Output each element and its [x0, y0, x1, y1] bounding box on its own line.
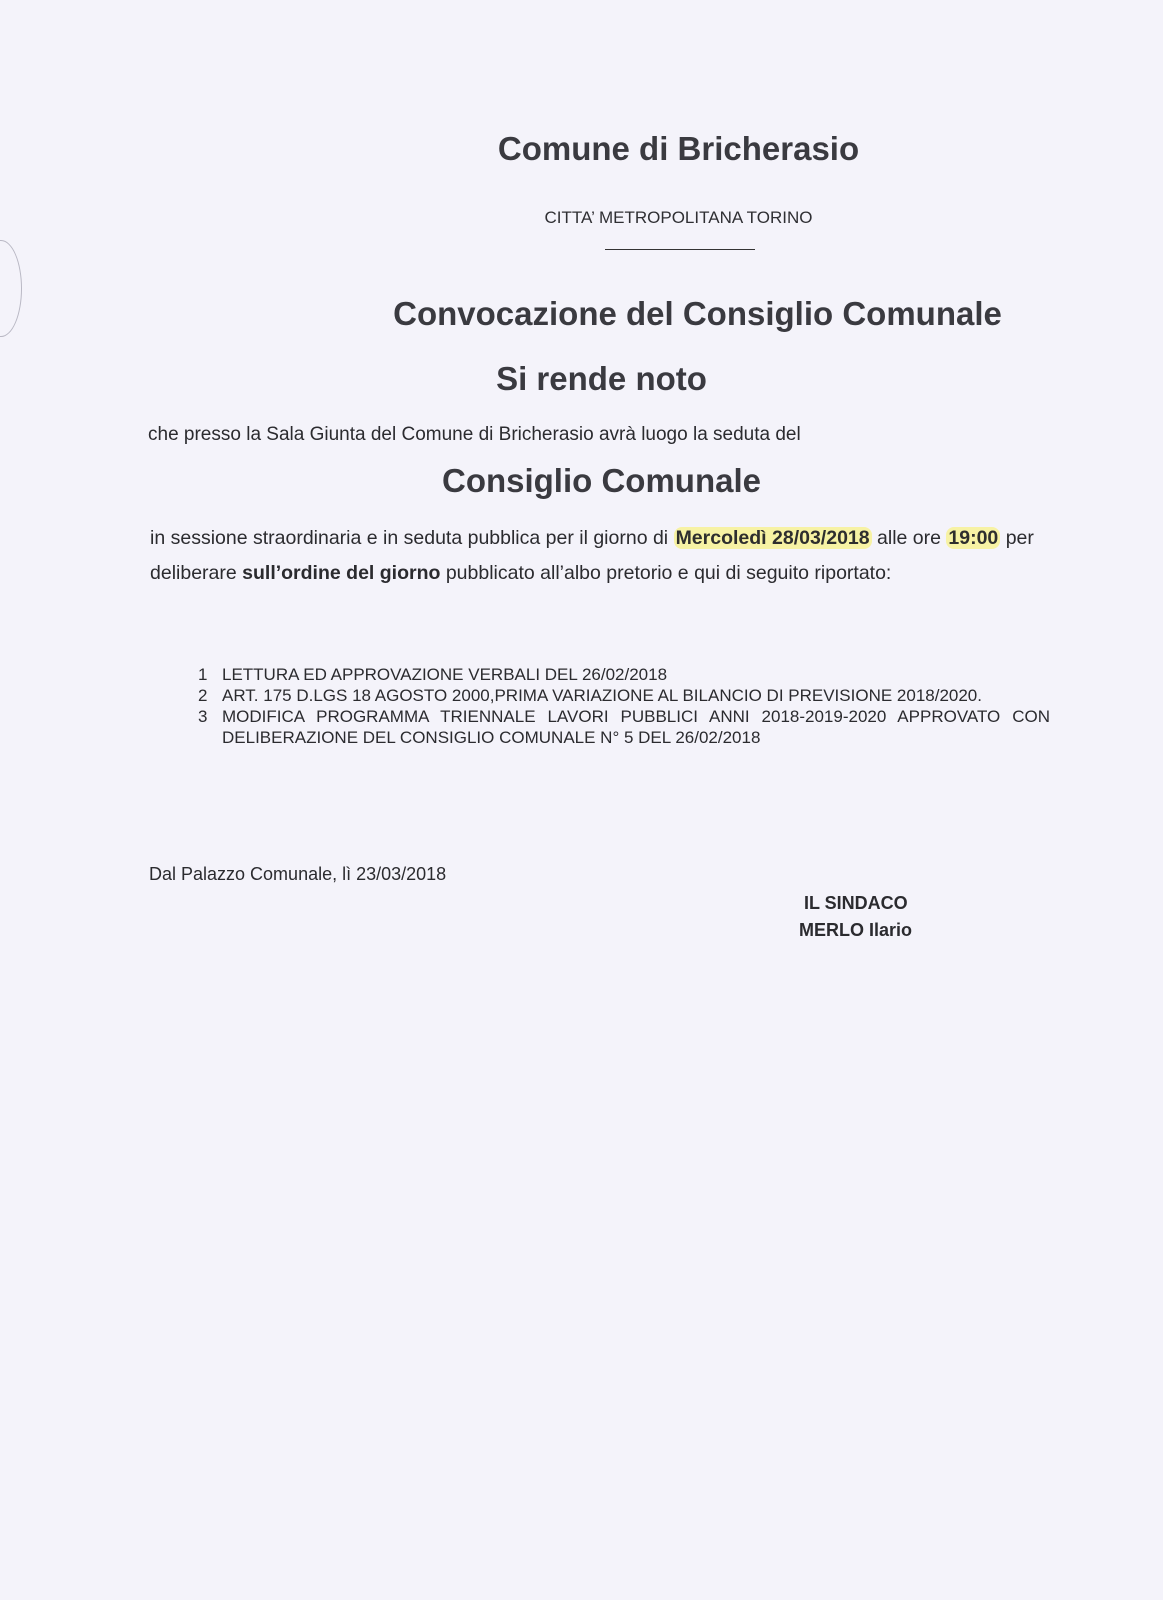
- agenda-item-text: LETTURA ED APPROVAZIONE VERBALI DEL 26/02/2018: [222, 665, 668, 684]
- session-time-highlight: 19:00: [948, 527, 999, 549]
- agenda-item-text: MODIFICA PROGRAMMA TRIENNALE LAVORI PUBBLICI ANNI 2018-2019-2020 APPROVATO CON DELIBERAZIONE DEL CONSIGLIO COMUNALE N° 5 DEL 26/02/2018: [222, 707, 1050, 747]
- announcement-heading: Si rende noto: [496, 360, 707, 397]
- agenda-item-number: 1: [198, 665, 208, 684]
- organization-name: Comune di Bricherasio: [497, 130, 860, 167]
- signature-name: MERLO Ilario: [799, 920, 913, 940]
- agenda-reference: sull’ordine del giorno: [242, 562, 441, 584]
- session-text-mid2: per deliberare: [150, 527, 1034, 584]
- council-heading: Consiglio Comunale: [441, 462, 761, 499]
- agenda-item: [198, 685, 1050, 706]
- organization-subtitle: CITTA’ METROPOLITANA TORINO: [544, 208, 813, 227]
- intro-text: che presso la Sala Giunta del Comune di Bricherasio avrà luogo la seduta del: [148, 424, 801, 445]
- agenda-item-number: 2: [198, 686, 208, 705]
- agenda-list: [198, 664, 1050, 748]
- agenda-item: [198, 664, 1050, 685]
- agenda-item: [198, 706, 1050, 748]
- place-and-date: Dal Palazzo Comunale, lì 23/03/2018: [149, 864, 447, 884]
- session-text-before: in sessione straordinaria e in seduta pubblica per il giorno di: [150, 527, 674, 549]
- signature-title: IL SINDACO: [804, 893, 908, 913]
- session-paragraph: [150, 521, 1055, 591]
- agenda-item-text: ART. 175 D.LGS 18 AGOSTO 2000,PRIMA VARIAZIONE AL BILANCIO DI PREVISIONE 2018/2020.: [222, 686, 982, 705]
- agenda-item-number: 3: [198, 707, 208, 726]
- session-text-mid1: alle ore: [871, 527, 947, 549]
- header-divider: [605, 249, 755, 250]
- session-date-highlight: Mercoledì 28/03/2018: [675, 527, 870, 549]
- session-text-after: pubblicato all’albo pretorio e qui di seguito riportato:: [440, 562, 892, 584]
- document-title: Convocazione del Consiglio Comunale: [393, 295, 1002, 332]
